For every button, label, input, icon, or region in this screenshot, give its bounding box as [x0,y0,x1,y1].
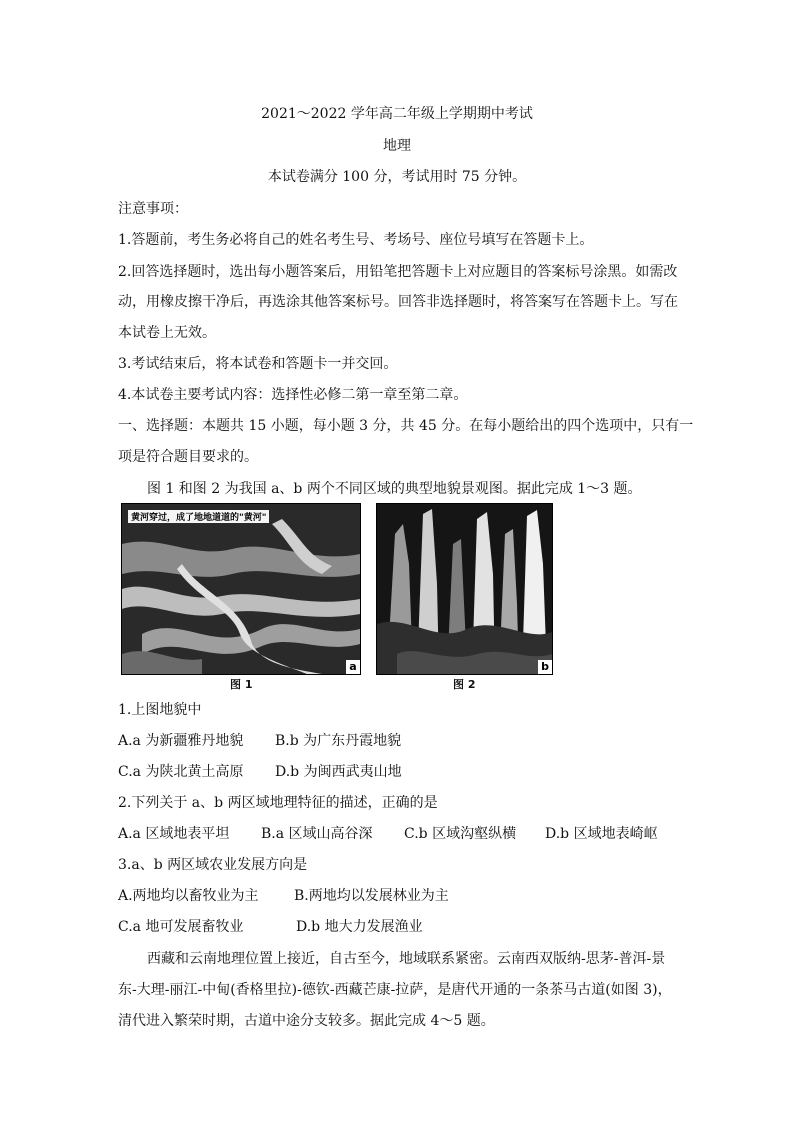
exam-info: 本试卷满分 100 分，考试用时 75 分钟。 [267,169,527,185]
q3-option-d: D.b 地大力发展渔业 [296,919,423,935]
section-heading-line-2: 项是符合题目要求的。 [118,449,258,465]
figure-1-caption: 图 1 [230,678,253,691]
figure-1-landscape [122,504,360,674]
question-intro-2-line-3: 清代进入繁荣时期，古道中途分支较多。据此完成 4～5 题。 [118,1013,495,1029]
q2-option-b: B.a 区域山高谷深 [261,826,373,842]
figure-2-photo [376,503,553,675]
question-1-stem: 1.上图地貌中 [118,702,202,718]
notes-heading: 注意事项： [118,201,188,217]
note-4: 4.本试卷主要考试内容：选择性必修二第一章至第二章。 [118,387,468,403]
q1-option-b: B.b 为广东丹霞地貌 [275,733,402,749]
q2-option-c: C.b 区域沟壑纵横 [404,826,517,842]
q2-option-a: A.a 区域地表平坦 [118,826,230,842]
q3-option-c: C.a 地可发展畜牧业 [118,919,244,935]
note-2-line-1: 2.回答选择题时，选出每小题答案后，用铅笔把答题卡上对应题目的答案标号涂黑。如需改 [118,264,678,280]
figure-2-letter: b [538,660,552,674]
note-1: 1.答题前，考生务必将自己的姓名考生号、考场号、座位号填写在答题卡上。 [118,232,594,248]
question-intro-2-line-2: 东-大理-丽江-中甸(香格里拉)-德钦-西藏芒康-拉萨，是唐代开通的一条茶马古道(如图 3)， [118,982,672,998]
question-2-stem: 2.下列关于 a、b 两区域地理特征的描述，正确的是 [118,795,438,811]
question-intro-1: 图 1 和图 2 为我国 a、b 两个不同区域的典型地貌景观图。据此完成 1～3 题。 [147,481,642,497]
note-2-line-3: 本试卷上无效。 [118,325,216,341]
question-intro-2-line-1: 西藏和云南地理位置上接近，自古至今，地域联系紧密。云南西双版纳-思茅-普洱-景 [147,951,666,967]
figure-2-caption: 图 2 [453,678,476,691]
section-heading-line-1: 一、选择题：本题共 15 小题，每小题 3 分，共 45 分。在每小题给出的四个选项中，只有一 [118,418,694,434]
q1-option-a: A.a 为新疆雅丹地貌 [118,733,244,749]
note-3: 3.考试结束后，将本试卷和答题卡一并交回。 [118,356,398,372]
q1-option-c: C.a 为陕北黄土高原 [118,764,244,780]
exam-title: 2021～2022 学年高二年级上学期期中考试 [261,106,533,122]
figure-1-letter: a [346,660,360,674]
q2-option-d: D.b 区域地表崎岖 [545,826,658,842]
figure-2-landscape [377,504,552,674]
q3-option-b: B.两地均以发展林业为主 [294,888,449,904]
q3-option-a: A.两地均以畜牧业为主 [118,888,259,904]
figure-1-photo [121,503,361,675]
figure-1-tag: 黄河穿过，成了地地道道的"黄河" [128,510,269,523]
q1-option-d: D.b 为闽西武夷山地 [275,764,402,780]
subject-title: 地理 [383,138,411,154]
note-2-line-2: 动，用橡皮擦干净后，再选涂其他答案标号。回答非选择题时，将答案写在答题卡上。写在 [118,294,678,310]
question-3-stem: 3.a、b 两区域农业发展方向是 [118,857,308,873]
